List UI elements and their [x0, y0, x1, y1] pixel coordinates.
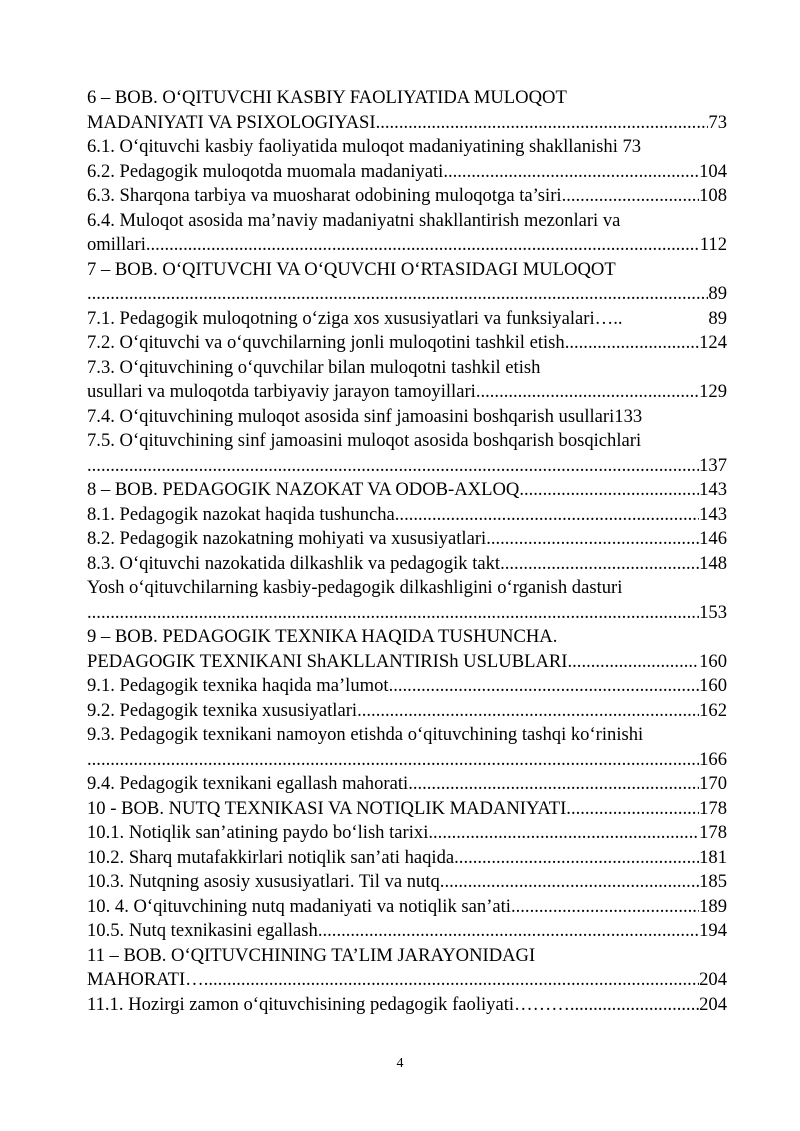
toc-entry	[87, 380, 727, 405]
toc-entry-title: 9.3. Pedagogik texnikani namoyon etishda o‘qituvchining tashqi ko‘rinishi	[87, 724, 644, 745]
toc-entry-title: 6.4. Muloqot asosida ma’naviy madaniyatni shakllantirish mezonlari va	[87, 209, 621, 231]
toc-leader-dots	[440, 870, 699, 895]
toc-entry-title: 10.5. Nutq texnikasini egallash	[87, 920, 318, 941]
toc-entry	[87, 209, 727, 234]
toc-leader-dots	[486, 527, 699, 552]
toc-entry-title: 10.3. Nutqning asosiy xususiyatlari. Til va nutq	[87, 871, 440, 892]
toc-entry-title: 8.1. Pedagogik nazokat haqida tushuncha	[87, 503, 395, 525]
toc-leader-dots	[408, 772, 699, 797]
toc-entry-title: 10. 4. O‘qituvchining nutq madaniyati va notiqlik san’ati	[87, 895, 511, 917]
toc-entry-title: 6 – BOB. O‘QITUVCHI KASBIY FAOLIYATIDA MULOQOT	[87, 87, 567, 108]
toc-leader-dots	[562, 184, 700, 209]
toc-leader-dots	[87, 601, 699, 626]
toc-leader-dots	[87, 748, 699, 773]
toc-entry-title: 11.1. Hozirgi zamon o‘qituvchisining pedagogik faoliyati………	[87, 993, 570, 1015]
toc-entry-title: 8.2. Pedagogik nazokatning mohiyati va xususiyatlari	[87, 528, 487, 549]
toc-entry	[87, 282, 727, 307]
toc-entry-title: 7 – BOB. O‘QITUVCHI VA O‘QUVCHI O‘RTASIDAGI MULOQOT	[87, 258, 616, 280]
toc-entry-title: 7.1. Pedagogik muloqotning o‘ziga xos xususiyatlari va funksiyalari…..	[87, 307, 623, 329]
toc-page-number: 178	[699, 822, 727, 843]
toc-entry	[87, 331, 727, 356]
toc-page-number: 148	[699, 552, 727, 574]
toc-entry	[87, 748, 727, 773]
toc-entry	[87, 821, 727, 846]
toc-entry	[87, 356, 727, 381]
toc-page-number: 162	[699, 699, 727, 721]
toc-entry	[87, 772, 727, 797]
toc-entry-title: 7.4. O‘qituvchining muloqot asosida sinf jamoasini boshqarish usullari133	[87, 405, 643, 427]
toc-leader-dots	[568, 650, 700, 675]
toc-entry	[87, 111, 727, 136]
toc-entry	[87, 135, 727, 160]
toc-entry-title: MADANIYATI VA PSIXOLOGIYASI	[87, 111, 376, 133]
toc-entry-title: 9 – BOB. PEDAGOGIK TEXNIKA HAQIDA TUSHUNCHA.	[87, 626, 558, 647]
toc-entry	[87, 527, 727, 552]
toc-entry	[87, 993, 727, 1018]
toc-page-number: 89	[708, 283, 727, 304]
toc-page-number: 170	[699, 773, 727, 794]
toc-leader-dots	[566, 797, 699, 822]
toc-entry	[87, 454, 727, 479]
toc-entry-title: 8.3. O‘qituvchi nazokatida dilkashlik va pedagogik takt	[87, 552, 501, 574]
toc-entry	[87, 405, 727, 430]
toc-entry	[87, 625, 727, 650]
toc-entry-title: omillari	[87, 234, 146, 255]
toc-entry	[87, 307, 727, 332]
toc-leader-dots	[570, 993, 699, 1018]
toc-entry	[87, 478, 727, 503]
toc-page-number: 204	[699, 969, 727, 990]
toc-page-number: 143	[699, 503, 727, 525]
toc-entry-title: 7.3. O‘qituvchining o‘quvchilar bilan muloqotni tashkil etish	[87, 356, 541, 378]
toc-page-number: 129	[699, 381, 727, 402]
toc-entry-title: 10 - BOB. NUTQ TEXNIKASI VA NOTIQLIK MADANIYATI	[87, 797, 567, 819]
toc-leader-dots	[87, 454, 699, 479]
toc-page-number: 160	[699, 650, 727, 672]
toc-page-number: 137	[699, 454, 727, 476]
toc-page-number: 112	[699, 234, 727, 255]
toc-entry-title: 7.5. O‘qituvchining sinf jamoasini muloqot asosida boshqarish bosqichlari	[87, 430, 642, 451]
toc-entry-title: 10.2. Sharq mutafakkirlari notiqlik san’ati haqida	[87, 846, 455, 868]
toc-page-number: 166	[699, 748, 727, 770]
toc-entry	[87, 233, 727, 258]
toc-entry-title: 8 – BOB. PEDAGOGIK NAZOKAT VA ODOB-AXLOQ	[87, 479, 520, 500]
toc-page-number: 108	[699, 185, 727, 206]
toc-entry-title: usullari va muloqotda tarbiyaviy jarayon tamoyillari	[87, 381, 476, 402]
toc-leader-dots	[146, 233, 700, 258]
toc-leader-dots	[565, 331, 699, 356]
toc-page-number: 89	[708, 307, 727, 329]
toc-leader-dots	[443, 160, 699, 185]
toc-entry-title: 6.1. O‘qituvchi kasbiy faoliyatida muloqot madaniyatining shakllanishi 73	[87, 136, 642, 157]
toc-page-number: 160	[699, 675, 727, 696]
toc-entry	[87, 184, 727, 209]
toc-page-number: 143	[699, 479, 727, 500]
toc-entry	[87, 160, 727, 185]
toc-leader-dots	[376, 111, 709, 136]
toc-leader-dots	[519, 478, 699, 503]
toc-leader-dots	[476, 380, 699, 405]
toc-page-number: 178	[699, 797, 727, 819]
toc-page-number: 104	[699, 160, 727, 182]
toc-leader-dots	[204, 968, 699, 993]
toc-entry	[87, 650, 727, 675]
toc-entry-title: 10.1. Notiqlik san’atining paydo bo‘lish tarixi	[87, 822, 429, 843]
toc-entry-title: PEDAGOGIK TEXNIKANI ShAKLLANTIRISh USLUBLARI	[87, 650, 568, 672]
toc-page-number: 181	[699, 846, 727, 868]
toc-entry-title: 6.3. Sharqona tarbiya va muosharat odobining muloqotga ta’siri	[87, 185, 562, 206]
toc-entry	[87, 258, 727, 283]
toc-entry	[87, 576, 727, 601]
toc-entry-title: 9.1. Pedagogik texnika haqida ma’lumot	[87, 675, 389, 696]
toc-entry-title: 9.4. Pedagogik texnikani egallash mahorati	[87, 773, 409, 794]
toc-entry-title: MAHORATI…	[87, 969, 204, 990]
toc-entry-title: 11 – BOB. O‘QITUVCHINING TA’LIM JARAYONIDAGI	[87, 944, 536, 966]
toc-entry	[87, 723, 727, 748]
toc-entry	[87, 503, 727, 528]
table-of-contents	[87, 86, 727, 1017]
toc-leader-dots	[318, 919, 699, 944]
toc-page-number: 204	[699, 993, 727, 1015]
toc-leader-dots	[389, 674, 700, 699]
toc-entry	[87, 429, 727, 454]
toc-entry-title: 9.2. Pedagogik texnika xususiyatlari	[87, 699, 358, 721]
toc-leader-dots	[357, 699, 699, 724]
toc-entry-title: 6.2. Pedagogik muloqotda muomala madaniyati	[87, 160, 444, 182]
toc-page-number: 153	[699, 601, 727, 623]
toc-entry	[87, 552, 727, 577]
toc-page-number: 146	[699, 528, 727, 549]
toc-leader-dots	[428, 821, 699, 846]
toc-entry	[87, 699, 727, 724]
toc-entry	[87, 870, 727, 895]
toc-entry	[87, 944, 727, 969]
toc-entry	[87, 968, 727, 993]
toc-leader-dots	[511, 895, 699, 920]
toc-page-number: 124	[699, 332, 727, 353]
toc-entry	[87, 895, 727, 920]
toc-entry	[87, 86, 727, 111]
toc-entry	[87, 846, 727, 871]
toc-leader-dots	[500, 552, 699, 577]
page-number: 4	[396, 1056, 404, 1071]
toc-entry	[87, 919, 727, 944]
toc-leader-dots	[87, 282, 708, 307]
toc-leader-dots	[395, 503, 699, 528]
toc-leader-dots	[454, 846, 699, 871]
toc-entry	[87, 797, 727, 822]
toc-page-number: 185	[699, 871, 727, 892]
toc-page-number: 189	[699, 895, 727, 917]
toc-entry	[87, 674, 727, 699]
toc-entry	[87, 601, 727, 626]
toc-entry-title: Yosh o‘qituvchilarning kasbiy-pedagogik dilkashligini o‘rganish dasturi	[87, 577, 623, 598]
toc-page-number: 194	[699, 920, 727, 941]
toc-page-number: 73	[708, 111, 727, 133]
toc-entry-title: 7.2. O‘qituvchi va o‘quvchilarning jonli muloqotini tashkil etish	[87, 332, 565, 353]
